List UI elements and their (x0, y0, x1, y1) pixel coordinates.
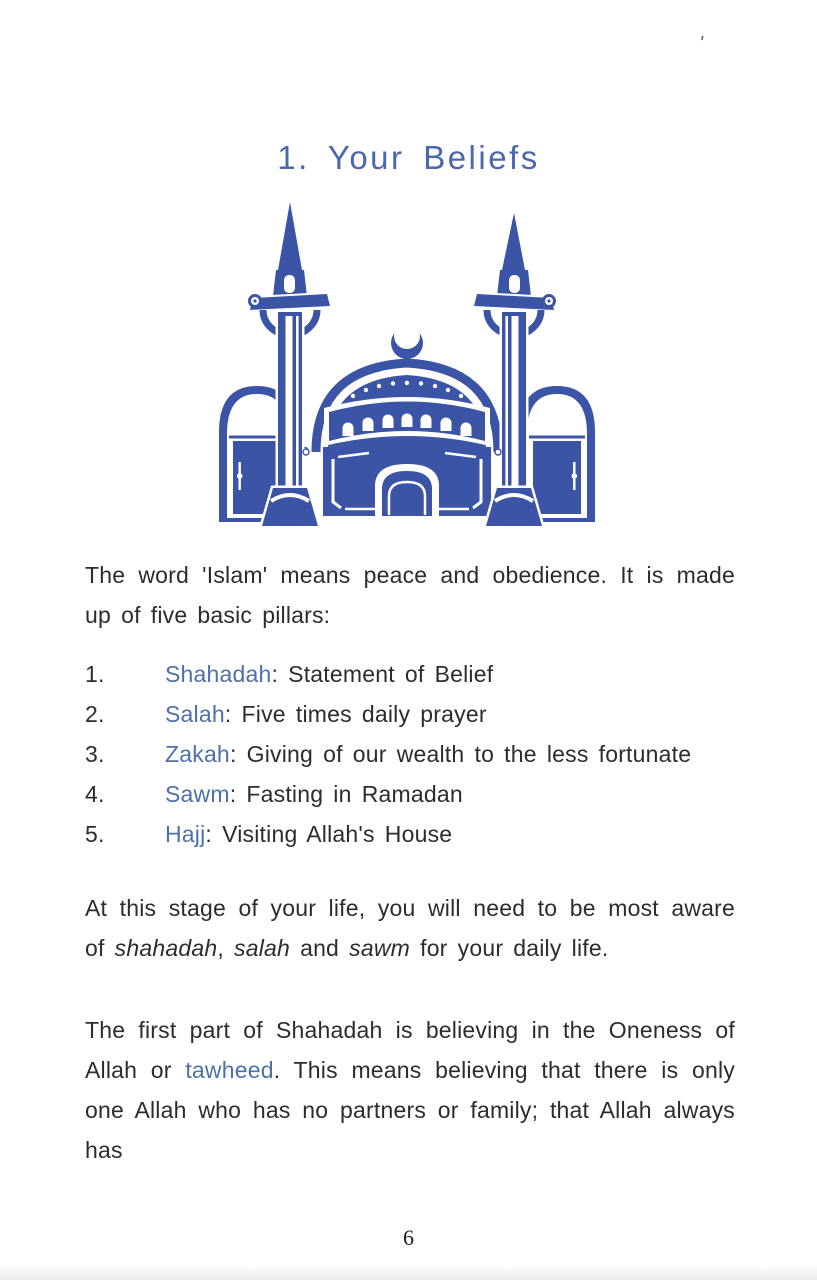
shahadah-paragraph (85, 1010, 735, 1170)
mosque-illustration (217, 200, 601, 538)
dome (316, 363, 498, 452)
pillar-desc: : Fasting in Ramadan (229, 781, 463, 807)
tawheed-term: tawheed (185, 1057, 274, 1083)
pillar-term: Salah (165, 701, 225, 727)
text-segment: , (217, 935, 234, 961)
stage-paragraph (85, 888, 735, 968)
text-segment: for your daily life. (410, 935, 609, 961)
pillar-entry (165, 814, 452, 854)
italic-term: shahadah (114, 935, 218, 961)
pillar-desc: : Statement of Belief (271, 661, 494, 687)
pillar-desc: : Giving of our wealth to the less fortunate (229, 741, 692, 767)
pillar-number: 2. (85, 701, 105, 727)
italic-term: salah (234, 935, 290, 961)
page-number: 6 (403, 1225, 414, 1250)
pillar-entry (165, 694, 487, 734)
intro-paragraph: The word 'Islam' means peace and obedience. It is made up of five basic pillars: (85, 562, 735, 628)
text-segment: At this stage of your life, you will need to be most aware of (85, 895, 735, 961)
list-item (85, 654, 735, 694)
chapter-title: 1. Your Beliefs (277, 139, 540, 176)
text-segment: and (289, 935, 350, 961)
list-item (85, 814, 735, 854)
text-segment: The first part of Shahadah is believing in the Oneness of Allah or (85, 1017, 735, 1083)
pillar-number: 5. (85, 821, 105, 847)
list-item (85, 774, 735, 814)
pillar-number: 4. (85, 781, 105, 807)
pillar-term: Shahadah (165, 661, 272, 687)
pillar-term: Hajj (165, 821, 206, 847)
pillar-entry (165, 774, 463, 814)
mosque-woodcut-svg (217, 200, 601, 538)
pillar-term: Zakah (165, 741, 230, 767)
text-segment: . This means believing that there is only one Allah who has no partners or family; that Allah always has (85, 1057, 735, 1163)
pillar-entry (165, 654, 493, 694)
pillar-term: Sawm (165, 781, 230, 807)
pillar-entry (165, 734, 691, 774)
facade (302, 447, 511, 516)
pillar-number: 3. (85, 741, 105, 767)
stray-ink-mark: ' (696, 32, 706, 55)
crescent-icon (391, 323, 423, 359)
pillar-desc: : Five times daily prayer (224, 701, 487, 727)
pillar-desc: : Visiting Allah's House (205, 821, 453, 847)
pillars-list (85, 654, 735, 854)
list-item (85, 734, 735, 774)
italic-term: sawm (349, 935, 411, 961)
list-item (85, 694, 735, 734)
pillar-number: 1. (85, 661, 105, 687)
